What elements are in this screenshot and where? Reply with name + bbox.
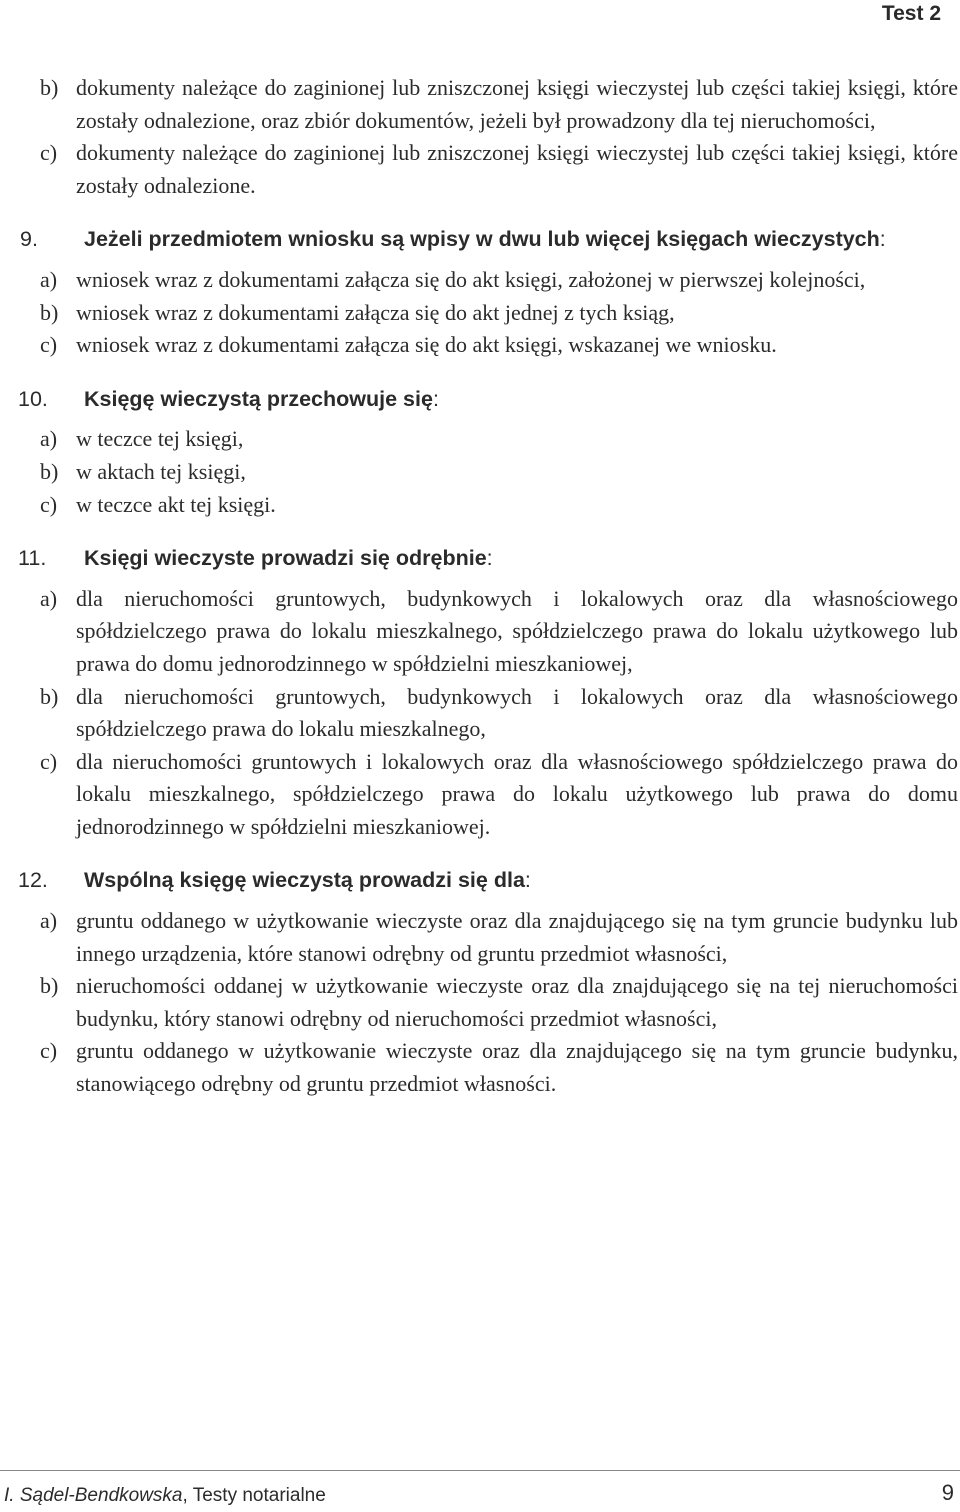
- q11-question: [18, 542, 958, 575]
- q11-option-c: [40, 746, 958, 844]
- q10-option-c: [40, 489, 958, 522]
- q9-option-b: [40, 297, 958, 330]
- option-label: b): [40, 458, 59, 484]
- option-label: b): [40, 75, 59, 100]
- question-text: Księgę wieczystą przechowuje się: [84, 386, 433, 411]
- question-text: Wspólną księgę wieczystą prowadzi się dla: [84, 868, 525, 893]
- document-content: [18, 72, 958, 1101]
- option-text: nieruchomości oddanej w użytkowanie wieczyste oraz dla znajdującego się na tej nieruchomości budynku, który stanowi odrębny od nieruchomości przedmiot własności,: [76, 973, 958, 1031]
- q11-option-b: [40, 681, 958, 746]
- q12-option-a: [40, 905, 958, 970]
- option-text: gruntu oddanego w użytkowanie wieczyste oraz dla znajdującego się na tym gruncie budynku, stanowiącego odrębny od gruntu przedmiot własności.: [76, 1038, 958, 1097]
- footer-divider: [0, 1470, 960, 1471]
- page-footer: [0, 1470, 960, 1512]
- option-text: dla nieruchomości gruntowych i lokalowych oraz dla własnościowego spółdzielczego prawa do lokalu mieszkalnego, spółdzielczego prawa do lokalu użytkowego lub prawa do domu jednorodzinnego w spółdzielni mieszkaniowej.: [76, 748, 958, 839]
- option-label: b): [40, 683, 59, 709]
- question-colon: :: [524, 868, 531, 893]
- option-label: a): [40, 585, 58, 611]
- footer-citation: [4, 1483, 326, 1509]
- q12-question: [18, 864, 958, 897]
- option-text: w aktach tej księgi,: [76, 458, 246, 484]
- question-colon: :: [486, 546, 493, 571]
- option-text: w teczce tej księgi,: [76, 426, 244, 452]
- option-text: dla nieruchomości gruntowych, budynkowych i lokalowych oraz dla własnościowego spółdzielczego prawa do lokalu mieszkalnego,: [76, 683, 958, 742]
- page-number: 9: [941, 1480, 954, 1505]
- footer-book-title: Testy notarialne: [192, 1485, 326, 1506]
- q9-option-c: [40, 329, 958, 362]
- q12-option-c: [40, 1035, 958, 1100]
- footer-separator: ,: [182, 1485, 193, 1506]
- q9-option-a: [40, 264, 958, 297]
- question-number: 9.: [20, 227, 38, 252]
- option-label: c): [40, 332, 58, 358]
- question-colon: :: [879, 227, 886, 252]
- q9-question: [20, 223, 958, 256]
- header-band: [0, 0, 960, 28]
- option-label: c): [40, 1038, 58, 1064]
- option-label: c): [40, 140, 58, 166]
- option-text: gruntu oddanego w użytkowanie wieczyste oraz dla znajdującego się na tym gruncie budynku lub innego urządzenia, które stanowi odrębny od gruntu przedmiot własności,: [76, 908, 958, 966]
- option-text: wniosek wraz z dokumentami załącza się do akt jednej z tych ksiąg,: [76, 299, 675, 325]
- option-label: c): [40, 491, 58, 517]
- q8-option-b: [40, 72, 958, 137]
- option-label: a): [40, 426, 58, 452]
- option-label: a): [40, 908, 58, 934]
- q8-option-c: [40, 137, 958, 202]
- option-label: b): [40, 299, 59, 325]
- q10-option-b: [40, 456, 958, 489]
- question-number: 11.: [18, 546, 47, 571]
- option-label: a): [40, 266, 58, 292]
- option-label: c): [40, 748, 58, 774]
- option-text: wniosek wraz z dokumentami załącza się do akt księgi, wskazanej we wniosku.: [76, 332, 777, 358]
- option-text: dokumenty należące do zaginionej lub zniszczonej księgi wieczystej lub części takiej księgi, które zostały odnalezione.: [76, 140, 958, 198]
- question-text: Księgi wieczyste prowadzi się odrębnie: [84, 546, 487, 571]
- option-text: wniosek wraz z dokumentami załącza się do akt księgi, założonej w pierwszej kolejności,: [76, 266, 866, 292]
- question-number: 12.: [18, 868, 48, 893]
- option-text: dla nieruchomości gruntowych, budynkowych i lokalowych oraz dla własnościowego spółdzielczego prawa do lokalu mieszkalnego, spółdzielczego prawa do lokalu użytkowego lub prawa do domu jednorodzinnego w spółdzielni mieszkaniowej,: [76, 585, 958, 676]
- question-colon: :: [432, 386, 439, 411]
- q10-option-a: [40, 423, 958, 456]
- test-label: Test 2: [881, 2, 941, 25]
- q12-option-b: [40, 970, 958, 1035]
- option-text: w teczce akt tej księgi.: [76, 491, 276, 517]
- question-text: Jeżeli przedmiotem wniosku są wpisy w dwu lub więcej księgach wieczystych: [84, 227, 880, 252]
- q10-question: [18, 383, 958, 416]
- footer-author-name: I. Sądel-Bendkowska: [4, 1485, 183, 1506]
- option-text: dokumenty należące do zaginionej lub zniszczonej księgi wieczystej lub części takiej księgi, które zostały odnalezione, oraz zbiór dokumentów, jeżeli był prowadzony dla tej nieruchomości,: [76, 75, 958, 133]
- q11-option-a: [40, 583, 958, 681]
- question-number: 10.: [18, 386, 48, 411]
- option-label: b): [40, 973, 59, 999]
